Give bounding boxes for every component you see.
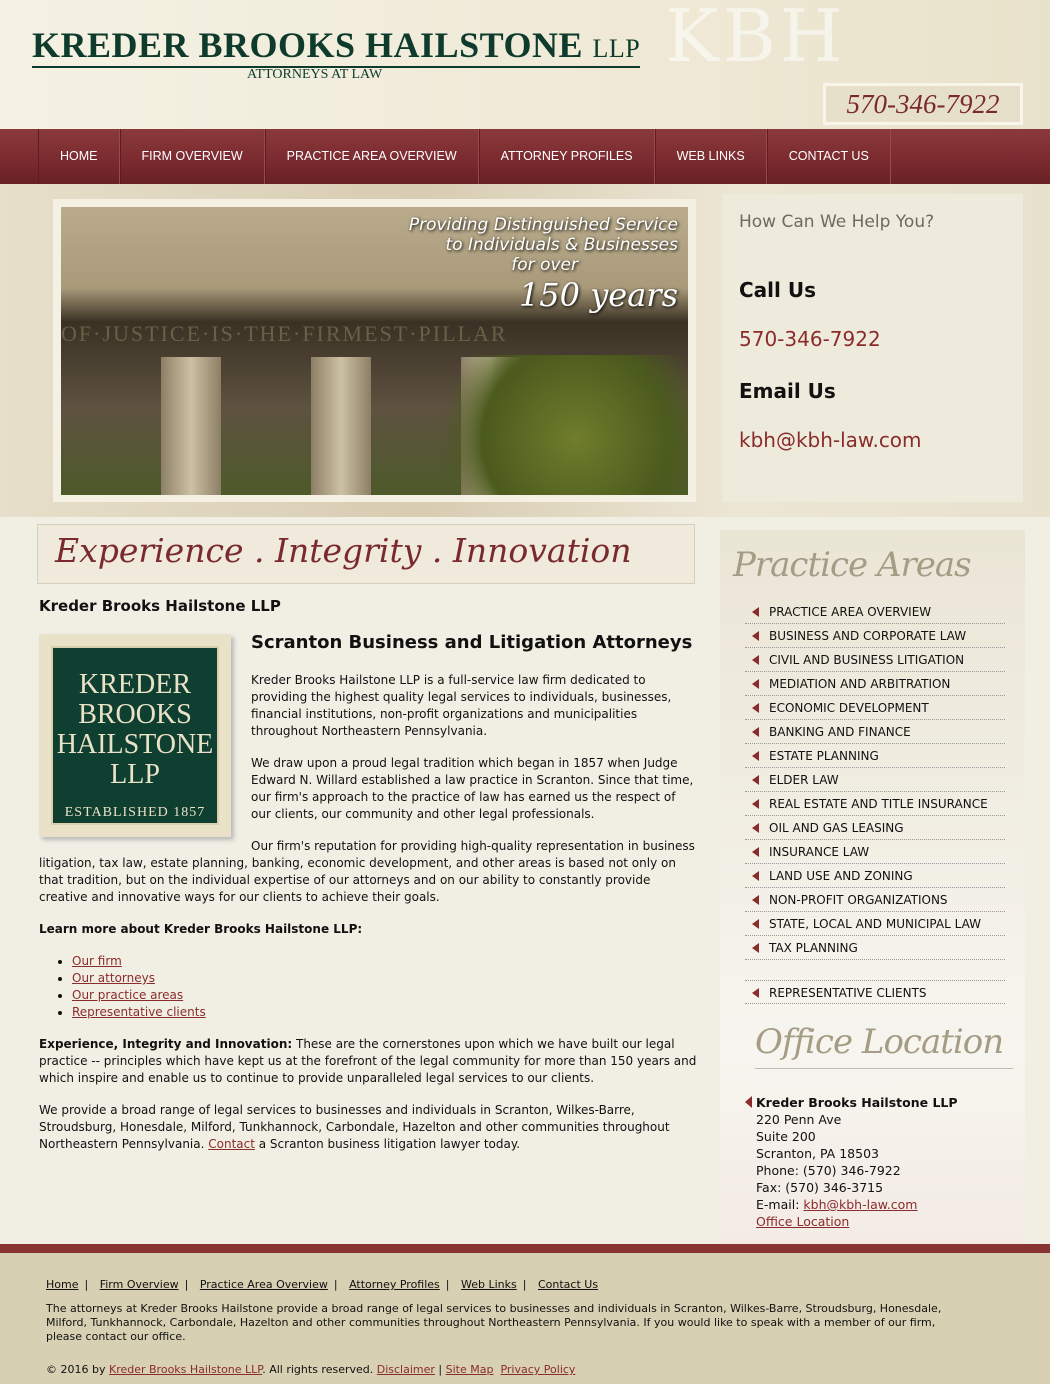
call-label: Call Us (739, 278, 816, 302)
practice-area-item[interactable] (745, 624, 1005, 648)
practice-area-item[interactable] (745, 936, 1005, 960)
privacy-link[interactable]: Privacy Policy (500, 1363, 576, 1376)
learn-more-heading: Learn more about Kreder Brooks Hailstone LLP: (39, 922, 363, 936)
hero-text (409, 215, 678, 315)
practice-area-item[interactable] (745, 768, 1005, 792)
page-title: Kreder Brooks Hailstone LLP (39, 597, 281, 615)
nav-practice-area-overview[interactable]: PRACTICE AREA OVERVIEW (265, 129, 479, 184)
hero-years: 150 years (518, 276, 678, 314)
hero-line: for over (511, 255, 578, 275)
column (311, 357, 371, 495)
practice-area-link[interactable]: ELDER LAW (769, 773, 839, 787)
representative-clients-link[interactable]: REPRESENTATIVE CLIENTS (769, 986, 927, 1000)
sitemap-link[interactable]: Site Map (445, 1363, 494, 1376)
footer-links: Home | Firm Overview | Practice Area Overview | Attorney Profiles | Web Links | Contact Us (46, 1278, 599, 1291)
practice-area-item[interactable] (745, 696, 1005, 720)
seal-established: ESTABLISHED 1857 (64, 805, 206, 820)
practice-area-item[interactable] (745, 840, 1005, 864)
footer-text: The attorneys at Kreder Brooks Hailstone provide a broad range of legal services to businesses and individuals in Scranton, Wilkes-Barre, Stroudsburg, Honesdale, Milford, Tunkhannock, Carbondale, Hazelton and other communities throughout Northeastern Pennsylvania. If you would like to speak with a member of our firm, please contact our office. (46, 1302, 942, 1343)
link-our-attorneys[interactable]: Our attorneys (72, 971, 155, 985)
seal-text: HAILSTONE (56, 729, 214, 760)
link-practice-areas[interactable]: Our practice areas (72, 988, 184, 1002)
office-street: 220 Penn Ave (756, 1112, 842, 1127)
practice-area-link[interactable]: BUSINESS AND CORPORATE LAW (769, 629, 967, 643)
practice-area-link[interactable]: LAND USE AND ZONING (769, 869, 913, 883)
help-heading: How Can We Help You? (739, 212, 935, 232)
practice-area-link[interactable]: OIL AND GAS LEASING (769, 821, 904, 835)
copyright-firm-link[interactable]: Kreder Brooks Hailstone LLP (108, 1363, 263, 1376)
hero-banner (53, 199, 696, 502)
services-text-end: a Scranton business litigation lawyer today. (254, 1137, 521, 1151)
copyright: © 2016 by Kreder Brooks Hailstone LLP. All rights reserved. Disclaimer | Site Map Privacy Policy (46, 1363, 576, 1376)
hero-line: to Individuals & Businesses (445, 235, 678, 255)
values-bold: Experience, Integrity and Innovation: (39, 1037, 293, 1051)
main-content (39, 598, 699, 1168)
email-label: Email Us (739, 379, 836, 403)
office-location-title: Office Location (755, 1022, 1013, 1069)
practice-area-link[interactable]: MEDIATION AND ARBITRATION (769, 677, 951, 691)
office-email-link[interactable]: kbh@kbh-law.com (803, 1197, 918, 1212)
office-fax: Fax: (570) 346-3715 (756, 1180, 884, 1195)
values-paragraph (39, 1036, 699, 1087)
main-nav (0, 129, 1050, 184)
slogan: Experience . Integrity . Innovation (37, 524, 695, 584)
footer-link-web-links[interactable]: Web Links (461, 1278, 517, 1291)
practice-area-link[interactable]: NON-PROFIT ORGANIZATIONS (769, 893, 948, 907)
intro-paragraph: Kreder Brooks Hailstone LLP is a full-service law firm dedicated to providing the highest quality legal services to individuals, businesses, financial institutions, non-profit organizations and municipalities throughout Northeastern Pennsylvania. (251, 673, 672, 738)
nav-web-links[interactable]: WEB LINKS (655, 129, 767, 184)
practice-area-item[interactable] (745, 792, 1005, 816)
hero-line: Providing Distinguished Service (408, 215, 678, 235)
practice-areas-list (745, 600, 1005, 1004)
hero-inscription: OF·JUSTICE·IS·THE·FIRMEST·PILLAR (61, 321, 508, 346)
call-value[interactable]: 570-346-7922 (739, 327, 881, 351)
footer-link-firm-overview[interactable]: Firm Overview (99, 1278, 179, 1291)
office-location-link[interactable]: Office Location (756, 1214, 850, 1229)
practice-area-item[interactable] (745, 744, 1005, 768)
firm-suffix: LLP (592, 34, 641, 63)
practice-area-link[interactable]: PRACTICE AREA OVERVIEW (769, 605, 932, 619)
header-phone: 570-346-7922 (823, 83, 1023, 125)
link-representative-clients[interactable]: Representative clients (72, 1005, 206, 1019)
nav-attorney-profiles[interactable]: ATTORNEY PROFILES (479, 129, 655, 184)
nav-firm-overview[interactable]: FIRM OVERVIEW (120, 129, 265, 184)
history-paragraph: We draw upon a proud legal tradition which began in 1857 when Judge Edward N. Willard established a law practice in Scranton. Since that time, our firm's approach to the practice of law has earned us the respect of our clients, our community and other legal professionals. (251, 756, 694, 821)
seal-text: BROOKS (78, 699, 192, 730)
values-text: These are the cornerstones upon which we have built our legal practice -- principles which have kept us at the forefront of the legal community for more than 150 years and which inspire and enable us to continue to provide unparalleled legal services to our clients. (39, 1037, 697, 1085)
practice-area-link[interactable]: ECONOMIC DEVELOPMENT (769, 701, 929, 715)
tagline: ATTORNEYS AT LAW (247, 67, 383, 82)
reputation-paragraph: Our firm's reputation for providing high-quality representation in business litigation, tax law, estate planning, banking, economic development, and other areas is based not only on that tradition, but on the individual expertise of our attorneys and on our ability to constantly provide creative and innovative ways for our clients to achieve their goals. (39, 839, 695, 904)
subtitle: Scranton Business and Litigation Attorneys (251, 632, 693, 653)
firm-seal (39, 634, 231, 837)
nav-home[interactable]: HOME (38, 129, 120, 184)
footer-link-practice-area-overview[interactable]: Practice Area Overview (199, 1278, 328, 1291)
practice-area-link[interactable]: BANKING AND FINANCE (769, 725, 911, 739)
copyright-text: © 2016 by (46, 1363, 109, 1376)
practice-area-link[interactable]: INSURANCE LAW (769, 845, 870, 859)
office-email-label: E-mail: (756, 1197, 804, 1212)
practice-area-item[interactable] (745, 888, 1005, 912)
rights-text: . All rights reserved. (262, 1363, 377, 1376)
practice-area-item[interactable] (745, 912, 1005, 936)
practice-areas-title: Practice Areas (733, 545, 971, 585)
office-suite: Suite 200 (756, 1129, 816, 1144)
practice-area-item[interactable] (745, 672, 1005, 696)
learn-more-links (72, 953, 699, 1021)
column (161, 357, 221, 495)
courthouse-image (61, 207, 688, 495)
practice-area-item[interactable] (745, 648, 1005, 672)
footer-link-attorney-profiles[interactable]: Attorney Profiles (349, 1278, 440, 1291)
practice-area-link[interactable]: ESTATE PLANNING (769, 749, 879, 763)
practice-area-item[interactable] (745, 816, 1005, 840)
footer-link-home[interactable]: Home (46, 1278, 79, 1291)
firm-name: KREDER BROOKS HAILSTONE (32, 25, 583, 65)
practice-area-link[interactable]: REAL ESTATE AND TITLE INSURANCE (769, 797, 988, 811)
representative-clients-item[interactable] (745, 980, 1005, 1004)
contact-link[interactable]: Contact (208, 1137, 255, 1151)
seal-text: LLP (110, 759, 160, 790)
nav-contact-us[interactable]: CONTACT US (767, 129, 891, 184)
help-panel (723, 194, 1023, 502)
link-our-firm[interactable]: Our firm (72, 954, 122, 968)
services-text: We provide a broad range of legal services to businesses and individuals in Scranton, Wilkes-Barre, Stroudsburg, Honesdale, Milford, Tunkhannock, Carbondale, Hazelton and other communities throughout Northeastern Pennsylvania. (39, 1103, 670, 1151)
watermark: KBH (665, 0, 847, 78)
email-value[interactable]: kbh@kbh-law.com (739, 428, 922, 452)
practice-area-item[interactable] (745, 864, 1005, 888)
header (0, 0, 1050, 130)
firm-logo[interactable] (32, 25, 641, 68)
footer (0, 1244, 1050, 1384)
office-name: Kreder Brooks Hailstone LLP (756, 1095, 958, 1110)
footer-link-contact-us[interactable]: Contact Us (537, 1278, 599, 1291)
practice-area-item[interactable] (745, 720, 1005, 744)
office-address (756, 1094, 958, 1230)
practice-area-item[interactable] (745, 600, 1005, 624)
office-phone: Phone: (570) 346-7922 (756, 1163, 901, 1178)
practice-area-link[interactable]: CIVIL AND BUSINESS LITIGATION (769, 653, 965, 667)
services-paragraph (39, 1102, 699, 1153)
seal-text: KREDER (79, 669, 191, 700)
disclaimer-link[interactable]: Disclaimer (376, 1363, 435, 1376)
office-city: Scranton, PA 18503 (756, 1146, 879, 1161)
practice-area-link[interactable]: STATE, LOCAL AND MUNICIPAL LAW (769, 917, 981, 931)
practice-area-link[interactable]: TAX PLANNING (769, 941, 858, 955)
tree-foliage (408, 355, 688, 495)
